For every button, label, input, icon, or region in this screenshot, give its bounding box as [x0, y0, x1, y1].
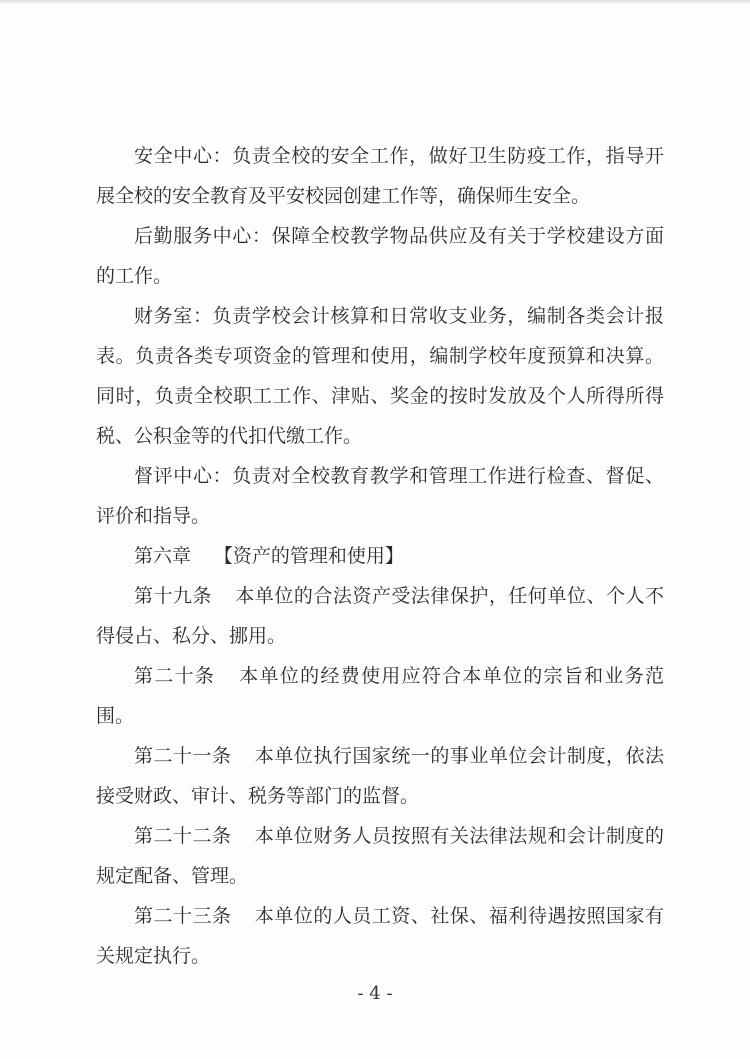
paragraph-lead: 后勤服务中心： [134, 225, 272, 247]
article-text: 本单位执行国家统一的事业单位会计制度，依法接受财政、审计、税务等部门的监督。 [96, 745, 664, 807]
paragraph-lead: 安全中心： [134, 145, 233, 167]
article-text: 本单位的合法资产受法律保护，任何单位、个人不得侵占、私分、挪用。 [96, 585, 664, 647]
article-number: 第二十三条 [134, 905, 232, 927]
article-number: 第十九条 [134, 585, 213, 607]
paragraph-safety-center [96, 136, 664, 216]
chapter-number: 第六章 [134, 545, 192, 567]
article-21 [96, 736, 664, 816]
paragraph-lead: 督评中心： [134, 465, 233, 487]
article-19 [96, 576, 664, 656]
article-text: 本单位的经费使用应符合本单位的宗旨和业务范围。 [96, 665, 664, 727]
paragraph-lead: 财务室： [134, 305, 213, 327]
article-22 [96, 816, 664, 896]
paragraph-text: 保障全校教学物品供应及有关于学校建设方面的工作。 [96, 225, 664, 287]
document-body [96, 136, 664, 976]
paragraph-text: 负责对全校教育教学和管理工作进行检查、督促、评价和指导。 [96, 465, 664, 527]
chapter-title: 【资产的管理和使用】 [213, 545, 404, 567]
article-text: 本单位财务人员按照有关法律法规和会计制度的规定配备、管理。 [96, 825, 664, 887]
article-23 [96, 896, 664, 976]
paragraph-logistics-center [96, 216, 664, 296]
paragraph-text: 负责全校的安全工作，做好卫生防疫工作，指导开展全校的安全教育及平安校园创建工作等，确保师生安全。 [96, 145, 664, 207]
page-number: - 4 - [357, 983, 393, 1004]
article-text: 本单位的人员工资、社保、福利待遇按照国家有关规定执行。 [96, 905, 664, 967]
paragraph-finance-office [96, 296, 664, 456]
chapter-six-heading [96, 536, 664, 576]
scan-edge [0, 0, 750, 4]
article-number: 第二十条 [134, 665, 216, 687]
paragraph-evaluation-center [96, 456, 664, 536]
article-number: 第二十二条 [134, 825, 232, 847]
paragraph-text: 负责学校会计核算和日常收支业务，编制各类会计报表。负责各类专项资金的管理和使用，编制学校年度预算和决算。同时，负责全校职工工作、津贴、奖金的按时发放及个人所得所得税、公积金等的代扣代缴工作。 [96, 305, 664, 447]
article-number: 第二十一条 [134, 745, 232, 767]
article-20 [96, 656, 664, 736]
